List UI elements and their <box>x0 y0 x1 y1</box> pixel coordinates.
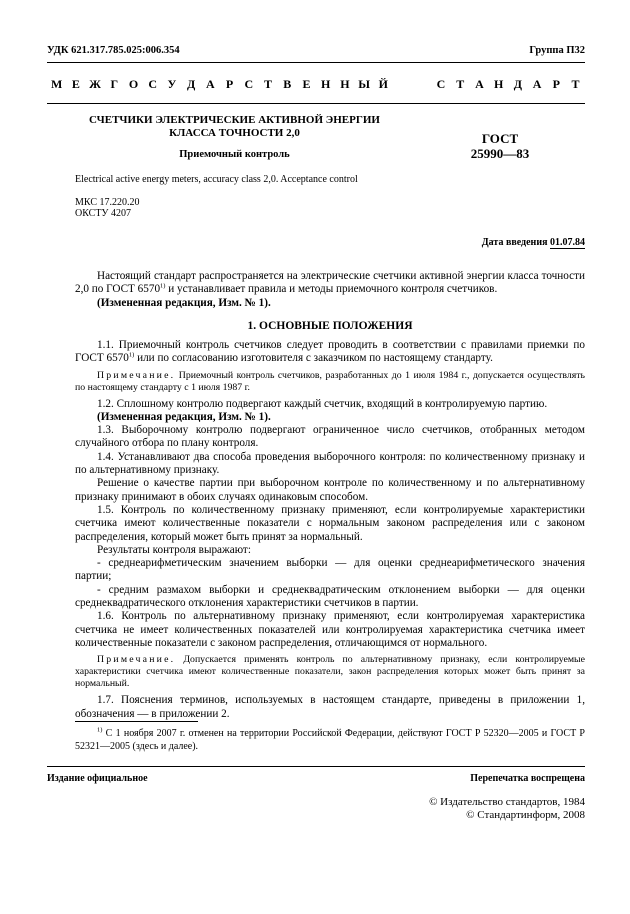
banner-letter: Т <box>264 77 273 91</box>
banner-letter <box>393 77 412 92</box>
banner-letter: Е <box>302 77 311 91</box>
banner-letter: Ж <box>89 77 101 91</box>
banner-letter: Ы <box>358 77 370 91</box>
banner-letter: С <box>244 77 254 91</box>
footnote-text: С 1 ноября 2007 г. отменен на территории Российской Федерации, действуют ГОСТ Р 52320—2005 и ГОСТ Р 52321—2005 (здесь и далее). <box>75 728 585 752</box>
english-title: Electrical active energy meters, accuracy class 2,0. Acceptance control <box>75 174 358 185</box>
udk-code: УДК 621.317.785.025:006.354 <box>47 45 180 56</box>
mks-code: МКС 17.220.20 <box>75 197 140 208</box>
gost-label: ГОСТ <box>481 131 519 146</box>
banner-letter: Т <box>571 77 580 91</box>
footnote-mark: 1) <box>97 726 103 734</box>
document-title <box>47 114 422 140</box>
banner-letter: М <box>50 77 63 91</box>
result-item-1: - среднеарифметическим значением выборки — для оценки среднеарифметического значения партии; <box>75 557 585 583</box>
official-edition: Издание официальное <box>47 773 148 784</box>
reprint-forbidden: Перепечатка воспрещена <box>470 773 585 784</box>
banner-letter: А <box>532 77 542 91</box>
effective-date <box>482 237 585 248</box>
interstate-standard-banner <box>47 77 585 92</box>
intro-block <box>75 270 585 310</box>
copyright-2008: © Стандартинформ, 2008 <box>466 809 585 821</box>
result-item-2: - средним размахом выборки и среднеквадратическим отклонением выборки — для оценки среднеквадратического отклонения характеристики счетчиков в партии. <box>75 583 585 610</box>
clause-1-2-amendment: (Измененная редакция, Изм. № 1). <box>97 410 271 423</box>
header-line <box>47 45 585 56</box>
document-subtitle: Приемочный контроль <box>179 149 290 160</box>
clause-1-5-results: Результаты контроля выражают: <box>97 543 251 556</box>
banner-letter: Н <box>493 77 504 91</box>
header-rule-bottom <box>47 103 585 104</box>
clause-1-4-decision: Решение о качестве партии при выборочном контроле по количественному и по альтернативному признаку принимают в обоих случаях одинаковым способом. <box>75 477 585 503</box>
banner-letter: С <box>436 77 446 91</box>
clause-1-6: 1.6. Контроль по альтернативному признаку применяют, если контролируемая характеристика счетчика не имеет количественных показателей или контролируемая характеристика счетчика имеет количественные показатели с законом распределения, отличающимся от нормального. <box>75 610 585 649</box>
banner-letter <box>412 77 431 92</box>
footnote-ref: 1) <box>128 351 135 359</box>
group-code: Группа П32 <box>529 45 585 56</box>
title-line-1: СЧЕТЧИКИ ЭЛЕКТРИЧЕСКИЕ АКТИВНОЙ ЭНЕРГИИ <box>89 114 380 126</box>
okstu-code: ОКСТУ 4207 <box>75 208 132 219</box>
date-value: 01.07.84 <box>550 237 585 248</box>
note-1: Примечание. Приемочный контроль счетчиков, разработанных до 1 июля 1984 г., допускается осуществлять по настоящему стандарту с 1 июля 1987 г. <box>75 369 585 393</box>
intro-amendment: (Измененная редакция, Изм. № 1). <box>97 296 271 309</box>
clause-1-2: 1.2. Сплошному контролю подвергают каждый счетчик, входящий в контролируемую партию. <box>97 397 548 410</box>
footnote <box>75 728 585 753</box>
banner-letter: Н <box>321 77 331 91</box>
banner-letter: О <box>128 77 139 91</box>
section-1-body <box>75 339 585 721</box>
footer-rule <box>47 766 585 767</box>
banner-letter: У <box>167 77 177 91</box>
note-2: Примечание. Допускается применять контроль по альтернативному признаку, если контролируемые характеристики счетчика имеют количественные показатели, закон распределения которых может быть принят за нормальный. <box>75 654 585 690</box>
banner-letter: А <box>206 77 215 91</box>
footnote-rule <box>75 721 198 722</box>
header-rule-top <box>47 62 585 63</box>
copyright-block <box>429 796 585 822</box>
copyright-1984: © Издательство стандартов, 1984 <box>429 796 585 808</box>
banner-letter: Н <box>340 77 350 91</box>
classification-codes <box>75 197 139 219</box>
section-1-heading: 1. ОСНОВНЫЕ ПОЛОЖЕНИЯ <box>247 320 413 332</box>
footer-line <box>47 773 585 784</box>
banner-letter: Г <box>110 77 119 91</box>
banner-letter: В <box>283 77 292 91</box>
date-label: Дата введения <box>481 237 548 248</box>
clause-1-5: 1.5. Контроль по количественному признаку применяют, если контролируемые характеристики счетчика имеют количественные показатели с нормальным законом распределения или с законом распределения, который может быть принят за нормальный. <box>75 503 585 543</box>
clause-1-4: 1.4. Устанавливают два способа проведения выборочного контроля: по количественному признаку и по альтернативному признаку. <box>75 450 585 477</box>
footnote-ref: 1) <box>160 282 166 290</box>
banner-letter: Р <box>225 77 234 91</box>
banner-letter: Д <box>513 77 522 91</box>
clause-1-3: 1.3. Выборочному контролю подвергают ограниченное число счетчиков, отобранных методом случайного отбора по плану контроля. <box>75 424 585 450</box>
clause-1-7: 1.7. Пояснения терминов, используемых в настоящем стандарте, приведены в приложении 1, обозначения — в приложении 2. <box>75 694 585 720</box>
banner-letter: Й <box>378 77 388 91</box>
intro-paragraph: Настоящий стандарт распространяется на электрические счетчики активной энергии класса точности 2,0 по ГОСТ 6570$^{1)}$ и устанавливает правила и методы приемочного контроля счетчиков. <box>75 270 585 296</box>
banner-letter: Р <box>552 77 560 91</box>
clause-1-1: 1.1. Приемочный контроль счетчиков следует проводить в соответствии с правилами приемки по ГОСТ 6570$^{1)}$ или по согласованию изготовителя с заказчиком по настоящему стандарту. <box>75 339 585 365</box>
banner-letter: Т <box>456 77 465 91</box>
banner-letter: С <box>148 77 158 91</box>
title-line-2: КЛАССА ТОЧНОСТИ 2,0 <box>169 127 300 139</box>
gost-number: 25990—83 <box>470 146 530 161</box>
banner-letter: Д <box>187 77 196 91</box>
gost-designation <box>455 131 545 161</box>
banner-letter: Е <box>71 77 80 91</box>
banner-letter: А <box>475 77 484 91</box>
